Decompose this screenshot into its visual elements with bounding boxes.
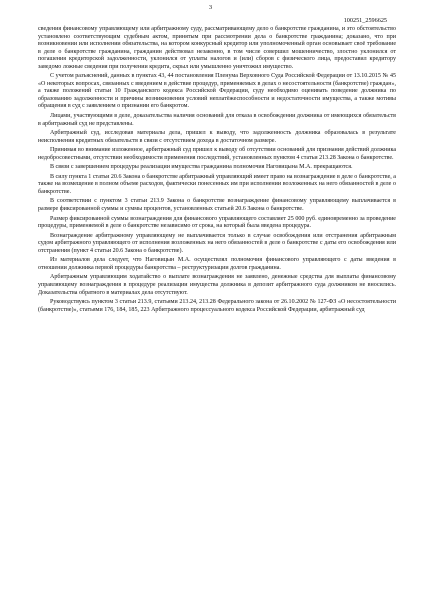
paragraph: В связи с завершением процедуры реализации имущества гражданина полномочия Наговицына М.А. прекращаются. bbox=[50, 164, 353, 171]
paragraph: Арбитражный суд, исследовав материалы дела, пришел к выводу, что задолженность должника образовалась в результате неисполнения кредитных обязательств в связи с отсутствием дохода в достаточном размере. bbox=[38, 130, 396, 144]
page-number: 3 bbox=[208, 4, 213, 11]
paragraph: В силу пункта 1 статьи 20.6 Закона о банкротстве арбитражный управляющий имеет право на вознаграждение в деле о банкротстве, а также на возмещение в полном объеме расходов, фактически понесенных им при исполнении возложенных на него обязанностей в деле о банкротстве. bbox=[38, 173, 396, 195]
document-body bbox=[38, 26, 396, 314]
paragraph: В соответствии с пунктом 3 статьи 213.9 Закона о банкротстве вознаграждение финансовому управляющему выплачивается в размере фиксированной суммы и суммы процентов, установленных статьей 20.6 Закона о банкротстве. bbox=[38, 198, 396, 213]
paragraph: С учетом разъяснений, данных в пунктах 43, 44 постановления Пленума Верховного Суда Российской Федерации от 13.10.2015 № 45 «О некоторых вопросах, связанных с введением в действие процедур, применяемых в делах о несостоятельности (банкротстве) граждан», а также положений статьи 10 Гражданского кодекса Российской Федерации, суду необходимо оценивать поведение должника по образованию задолженности и причины возникновения условий неплатёжеспособности и недостаточности имущества, а также мотивы обращения в суд с заявлением о признании его банкротом. bbox=[38, 73, 396, 110]
paragraph: Арбитражным управляющим ходатайство о выплате вознаграждения не заявлено, денежные средства для выплаты финансовому управляющему вознаграждения в процедуре реализации имущества должника в депозит арбитражного суда должником не вносились. Доказательства обратного в материалах дела отсутствуют. bbox=[38, 274, 396, 296]
paragraph: сведения финансовому управляющему или арбитражному суду, рассматривающему дело о банкротстве гражданина, и это обстоятельство установлено соответствующим судебным актом, принятым при рассмотрении дела о банкротстве гражданина; доказано, что при возникновении или исполнении обязательства, на котором конкурсный кредитор или уполномоченный орган основывает своё требование в деле о банкротстве гражданина, гражданин действовал незаконно, в том числе совершил мошенничество, злостно уклонился от погашения кредиторской задолженности, уклонился от уплаты налогов и (или) сборов с физического лица, предоставил кредитору заведомо ложные сведения при получении кредита, скрыл или умышленно уничтожил имущество. bbox=[38, 26, 396, 70]
paragraph: Лицами, участвующими в деле, доказательства наличия оснований для отказа в освобождении должника от имеющихся обязательств в арбитражный суд не представлены. bbox=[38, 113, 396, 127]
paragraph: Принимая во внимание изложенное, арбитражный суд пришел к выводу об отсутствии оснований для признания действий должника недобросовестными, отсутствии необходимости применения последствий, установленных пунктом 4 статьи 213.28 Закона о банкротстве. bbox=[38, 147, 396, 161]
paragraph: Размер фиксированной суммы вознаграждения для финансового управляющего составляет 25 000 руб. единовременно за проведение процедуры, применяемой в деле о банкротстве независимо от срока, на который была введена процедура. bbox=[38, 215, 396, 230]
document-id: 100251_2596625 bbox=[343, 17, 387, 24]
paragraph: Вознаграждение арбитражному управляющему не выплачивается только в случае освобождения или отстранения арбитражным судом арбитражного управляющего от исполнения возложенных на него обязанностей в деле о банкротстве с даты его освобождения или отстранения (пункт 4 статьи 20.6 Закона о банкротстве). bbox=[38, 232, 396, 254]
paragraph: Из материалов дела следует, что Наговицын М.А. осуществлял полномочия финансового управляющего с даты введения в отношении должника первой процедуры банкротства – реструктуризации долгов гражданина. bbox=[38, 257, 396, 271]
paragraph: Руководствуясь пунктом 3 статьи 213.9, статьями 213.24, 213.28 Федерального закона от 26.10.2002 № 127-ФЗ «О несостоятельности (банкротстве)», статьями 176, 184, 185, 223 Арбитражного процессуального кодекса Российской Федерации, арбитражный суд bbox=[38, 299, 396, 313]
